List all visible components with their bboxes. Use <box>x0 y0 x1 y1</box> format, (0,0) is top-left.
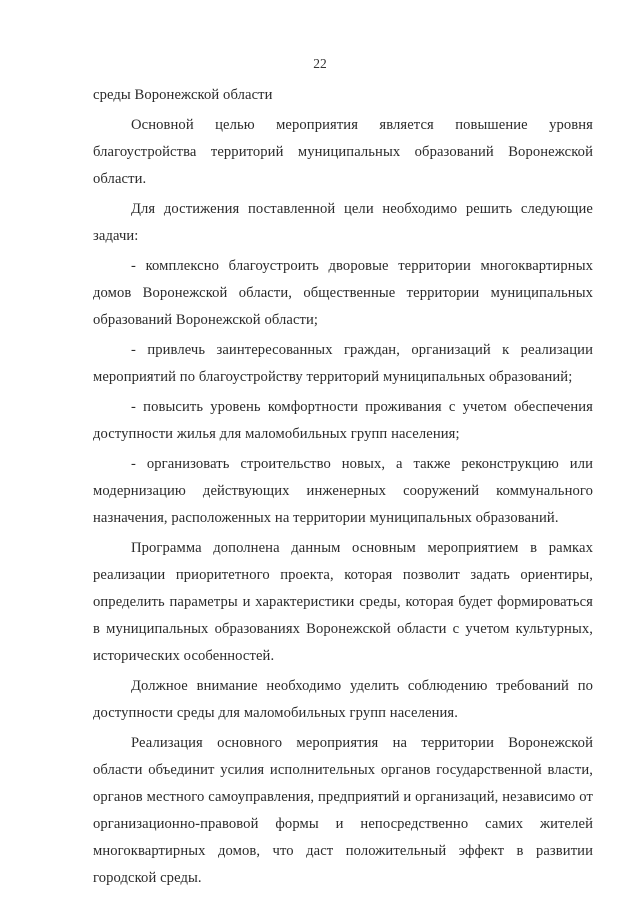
list-item-task-4: - организовать строительство новых, а также реконструкцию или модернизацию действующих инженерных сооружений коммунального назначения, расположенных на территории муниципальных образований. <box>93 456 593 526</box>
page-number: 22 <box>313 56 327 71</box>
paragraph-accessibility: Должное внимание необходимо уделить соблюдению требований по доступности среды для маломобильных групп населения. <box>93 678 593 721</box>
paragraph-tasks-intro: Для достижения поставленной цели необходимо решить следующие задачи: <box>93 201 593 244</box>
paragraph-program: Программа дополнена данным основным мероприятием в рамках реализации приоритетного проекта, которая позволит задать ориентиры, определить параметры и характеристики среды, которая будет формироваться в муниципальных образованиях Воронежской области с учетом культурных, исторических особенностей. <box>93 540 593 664</box>
paragraph-goal: Основной целью мероприятия является повышение уровня благоустройства территорий муниципальных образований Воронежской области. <box>93 117 593 187</box>
paragraph-continuation: среды Воронежской области <box>93 87 273 103</box>
document-body <box>93 82 593 892</box>
list-item-task-1: - комплексно благоустроить дворовые территории многоквартирных домов Воронежской области, общественные территории муниципальных образований Воронежской области; <box>93 258 593 328</box>
list-item-task-2: - привлечь заинтересованных граждан, организаций к реализации мероприятий по благоустройству территорий муниципальных образований; <box>93 342 593 385</box>
paragraph-implementation: Реализация основного мероприятия на территории Воронежской области объединит усилия исполнительных органов государственной власти, органов местного самоуправления, предприятий и организаций, независимо от организационно-правовой формы и непосредственно самих жителей многоквартирных домов, что даст положительный эффект в развитии городской среды. <box>93 735 593 886</box>
list-item-task-3: - повысить уровень комфортности проживания с учетом обеспечения доступности жилья для маломобильных групп населения; <box>93 399 593 442</box>
